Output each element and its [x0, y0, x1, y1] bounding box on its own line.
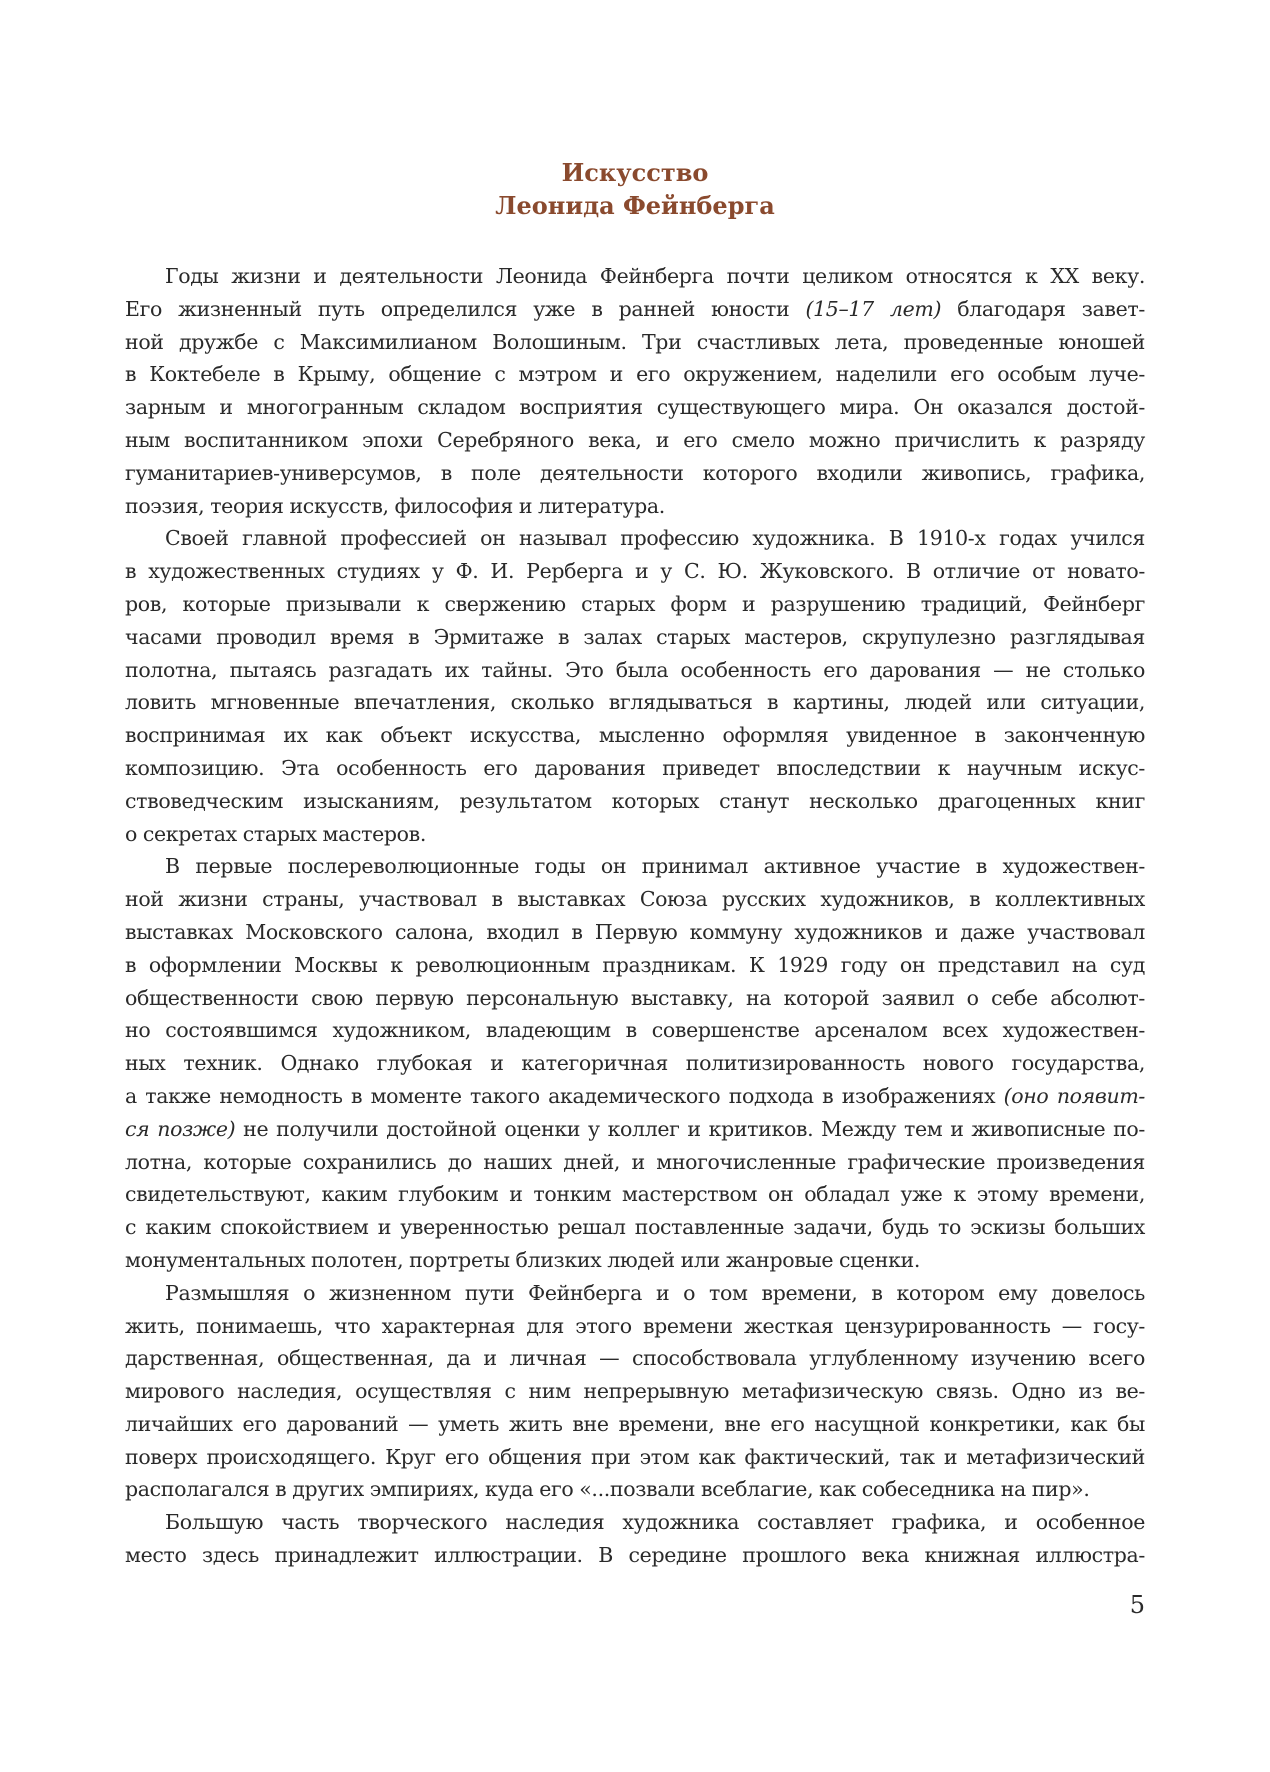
text-line [125, 1047, 1145, 1080]
text-line-italic: (оно появит- [1003, 1083, 1145, 1108]
text-line [125, 490, 1145, 523]
text-line-segment: поэзия, теория искусств, философия и литература. [125, 493, 665, 518]
text-line-segment: полотна, пытаясь разгадать их тайны. Это была особенность его дарования — не столько [125, 657, 1145, 682]
text-line-segment: ным воспитанником эпохи Серебряного века, и его смело можно причислить к разряду [125, 427, 1145, 452]
text-line-segment: монументальных полотен, портреты близких людей или жанровые сценки. [125, 1247, 921, 1272]
text-line [125, 1178, 1145, 1211]
text-line-segment: жить, понимаешь, что характерная для этого времени жесткая цензурированность — госу- [125, 1313, 1145, 1338]
text-line-segment: поверх происходящего. Круг его общения при этом как фактический, так и метафизический [125, 1444, 1145, 1469]
title-line-2: Леонида Фейнберга [495, 191, 775, 220]
text-line [125, 719, 1145, 752]
text-line-segment: в оформлении Москвы к революционным праздникам. К 1929 году он представил на суд [125, 952, 1145, 977]
text-line-segment: композицию. Эта особенность его дарования приведет впоследствии к научным искус- [125, 755, 1145, 780]
text-line [125, 1080, 1145, 1113]
text-line-italic: (15–17 лет) [805, 296, 942, 321]
text-line-segment: о секретах старых мастеров. [125, 821, 427, 846]
body-text [125, 260, 1145, 1572]
text-line [125, 850, 1145, 883]
text-line-segment: ствоведческим изысканиям, результатом которых станут несколько драгоценных книг [125, 788, 1145, 813]
text-line-segment: часами проводил время в Эрмитаже в залах старых мастеров, скрупулезно разглядывая [125, 624, 1145, 649]
text-line [125, 1506, 1145, 1539]
text-line-segment: благодаря завет- [941, 296, 1145, 321]
text-line [125, 916, 1145, 949]
text-line-segment: Своей главной профессией он называл профессию художника. В 1910-х годах учился [165, 526, 1145, 551]
title-line-1: Искусство [561, 158, 709, 187]
text-line-segment: зарным и многогранным складом восприятия существующего мира. Он оказался достой- [125, 395, 1145, 420]
text-line-italic: ся позже) [125, 1116, 236, 1141]
text-line [125, 1375, 1145, 1408]
text-line-segment: ной дружбе с Максимилианом Волошиным. Три счастливых лета, проведенные юношей [125, 329, 1145, 354]
text-line-segment: не получили достойной оценки у коллег и критиков. Между тем и живописные по- [235, 1116, 1145, 1141]
text-line [125, 654, 1145, 687]
text-line-segment: Его жизненный путь определился уже в ранней юности [125, 296, 806, 321]
text-line [125, 686, 1145, 719]
text-line [125, 752, 1145, 785]
text-line-segment: общественности свою первую персональную выставку, на которой заявил о себе абсолют- [125, 985, 1145, 1010]
text-line [125, 260, 1145, 293]
text-line [125, 457, 1145, 490]
text-line [125, 785, 1145, 818]
text-line-segment: в Коктебеле в Крыму, общение с мэтром и его окружением, наделили его особым луче- [125, 362, 1145, 387]
text-line [125, 424, 1145, 457]
text-line-segment: Годы жизни и деятельности Леонида Фейнберга почти целиком относятся к XX веку. [165, 264, 1145, 288]
text-line [125, 1146, 1145, 1179]
text-line-segment: но состоявшимся художником, владеющим в совершенстве арсеналом всех художествен- [125, 1018, 1145, 1043]
text-line-segment: ных техник. Однако глубокая и категоричная политизированность нового государства, [125, 1051, 1145, 1076]
text-line-segment: В первые послереволюционные годы он принимал активное участие в художествен- [165, 854, 1145, 879]
text-line-segment: гуманитариев-универсумов, в поле деятельности которого входили живопись, графика, [125, 460, 1145, 485]
text-line-segment: дарственная, общественная, да и личная — способствовала углубленному изучению всего [125, 1346, 1145, 1371]
text-line-segment: свидетельствуют, каким глубоким и тонким мастерством он обладал уже к этому времени, [125, 1182, 1145, 1207]
text-line-segment: а также немодность в моменте такого академического подхода в изображениях [125, 1083, 1004, 1108]
text-line [125, 1473, 1145, 1506]
text-line [125, 391, 1145, 424]
text-line [125, 1113, 1145, 1146]
text-line [125, 1342, 1145, 1375]
text-line [125, 326, 1145, 359]
text-line [125, 818, 1145, 851]
text-line-segment: ров, которые призывали к свержению старых форм и разрушению традиций, Фейнберг [125, 591, 1145, 616]
text-line [125, 883, 1145, 916]
text-line-segment: располагался в других эмпириях, куда его «...позвали всеблагие, как собеседника на пир». [125, 1477, 1090, 1502]
text-line-segment: воспринимая их как объект искусства, мысленно оформляя увиденное в законченную [125, 723, 1145, 748]
text-line [125, 1441, 1145, 1474]
text-line [125, 588, 1145, 621]
text-line [125, 621, 1145, 654]
text-line-segment: ловить мгновенные впечатления, сколько вглядываться в картины, людей или ситуации, [125, 690, 1145, 715]
text-line-segment: Большую часть творческого наследия художника составляет графика, и особенное [165, 1510, 1145, 1535]
text-line [125, 1277, 1145, 1310]
text-line [125, 1014, 1145, 1047]
text-line [125, 555, 1145, 588]
text-line [125, 1211, 1145, 1244]
text-line-segment: лотна, которые сохранились до наших дней, и многочисленные графические произведения [125, 1149, 1145, 1174]
text-line [125, 982, 1145, 1015]
text-line-segment: ной жизни страны, участвовал в выставках Союза русских художников, в коллективных [125, 887, 1145, 912]
text-line-segment: с каким спокойствием и уверенностью решал поставленные задачи, будь то эскизы больших [125, 1215, 1145, 1240]
text-line [125, 1408, 1145, 1441]
text-line [125, 1244, 1145, 1277]
text-line-segment: мирового наследия, осуществляя с ним непрерывную метафизическую связь. Одно из ве- [125, 1379, 1145, 1404]
text-line-segment: в художественных студиях у Ф. И. Рерберга и у С. Ю. Жуковского. В отличие от новато- [125, 559, 1145, 584]
text-line-segment: выставках Московского салона, входил в Первую коммуну художников и даже участвовал [125, 919, 1145, 944]
text-line [125, 293, 1145, 326]
text-line [125, 522, 1145, 555]
text-line [125, 1310, 1145, 1343]
text-line-segment: место здесь принадлежит иллюстрации. В середине прошлого века книжная иллюстра- [125, 1543, 1145, 1568]
text-line [125, 949, 1145, 982]
text-line-segment: личайших его дарований — уметь жить вне времени, вне его насущной конкретики, как бы [125, 1411, 1145, 1436]
page-number: 5 [1129, 1591, 1145, 1619]
text-line [125, 358, 1145, 391]
text-line [125, 1539, 1145, 1572]
text-line-segment: Размышляя о жизненном пути Фейнберга и о том времени, в котором ему довелось [165, 1280, 1145, 1305]
